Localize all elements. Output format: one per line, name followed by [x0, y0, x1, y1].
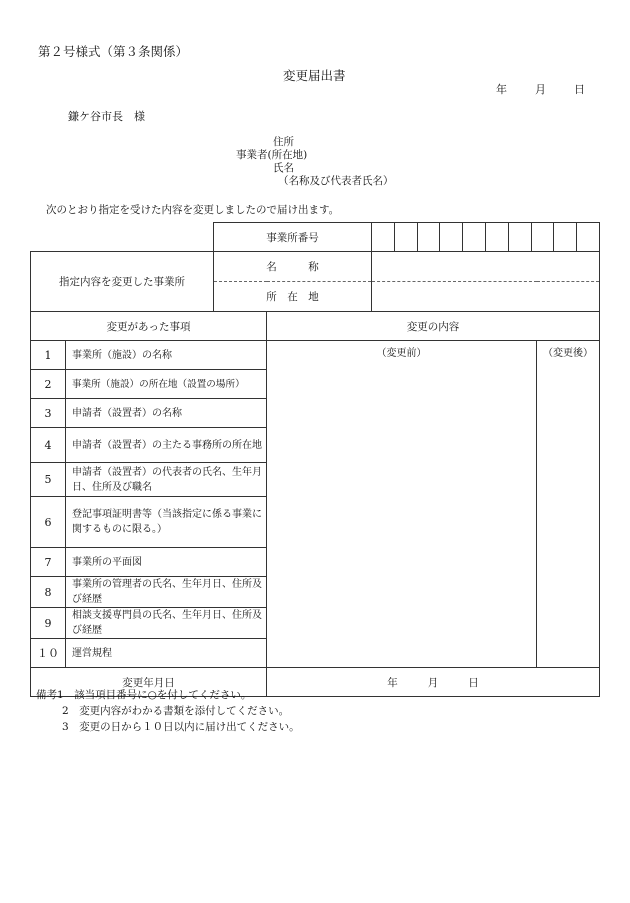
office-number-boxes[interactable] [372, 223, 600, 252]
applicant-location-label: (所在地) [267, 149, 308, 161]
change-contents-header: 変更の内容 [267, 312, 600, 341]
date-year-label: 年 [496, 83, 507, 96]
note-row [36, 719, 300, 735]
change-date-field[interactable] [267, 668, 600, 697]
item-label: 登記事項証明書等（当該指定に係る事業に関するものに限る。） [66, 497, 267, 548]
form-number: 第２号様式（第３条関係） [38, 44, 189, 59]
item-number[interactable]: 4 [31, 428, 66, 463]
note-text: 変更内容がわかる書類を添付してください。 [79, 705, 290, 717]
applicant-label: 事業者 [236, 149, 268, 161]
item-number[interactable]: 9 [31, 608, 66, 639]
item-label: 事業所の平面図 [66, 548, 267, 577]
office-location-label: 所 在 地 [214, 282, 372, 312]
item-label: 事業所（施設）の名称 [66, 341, 267, 370]
date-day-label: 日 [574, 83, 585, 96]
changed-office-label: 指定内容を変更した事業所 [31, 252, 214, 312]
applicant-block [236, 136, 394, 188]
document-title: 変更届出書 [283, 68, 346, 83]
item-label: 運営規程 [66, 639, 267, 668]
intro-text: 次のとおり指定を受けた内容を変更しましたので届け出ます。 [46, 204, 340, 216]
item-label: 申請者（設置者）の主たる事務所の所在地 [66, 428, 267, 463]
office-location-field[interactable] [372, 282, 600, 312]
date-month-label: 月 [535, 83, 546, 96]
item-label: 申請者（設置者）の名称 [66, 399, 267, 428]
item-number[interactable]: 8 [31, 577, 66, 608]
applicant-name-note: （名称及び代表者氏名） [278, 175, 394, 187]
item-label: 事業所（施設）の所在地（設置の場所） [66, 370, 267, 399]
note-text: 該当項目番号に○を付してください。 [74, 689, 252, 701]
item-number[interactable]: 6 [31, 497, 66, 548]
change-form-table [30, 222, 600, 697]
item-number[interactable]: 2 [31, 370, 66, 399]
change-date-day: 日 [468, 676, 479, 689]
change-date-year: 年 [387, 676, 398, 689]
applicant-row [236, 149, 394, 162]
note-number: 1 [57, 689, 64, 701]
note-row [36, 703, 300, 719]
change-date-label: 変更年月日 [31, 668, 267, 697]
item-label: 申請者（設置者）の代表者の氏名、生年月日、住所及び職名 [66, 463, 267, 497]
item-number[interactable]: 7 [31, 548, 66, 577]
item-number[interactable]: 3 [31, 399, 66, 428]
note-number: 3 [62, 721, 69, 733]
notes-block [36, 687, 300, 735]
changed-items-header: 変更があった事項 [31, 312, 267, 341]
addressee: 鎌ケ谷市長 様 [68, 110, 145, 123]
change-date-month: 月 [427, 676, 439, 689]
item-label: 相談支援専門員の氏名、生年月日、住所及び経歴 [66, 608, 267, 639]
before-change-label: （変更前） [376, 348, 427, 359]
office-name-field[interactable] [372, 252, 600, 282]
office-name-label: 名 称 [214, 252, 372, 282]
office-number-label: 事業所番号 [214, 223, 372, 252]
note-number: 2 [62, 705, 69, 717]
applicant-address-label: 住所 [273, 136, 294, 148]
notes-prefix: 備考 [36, 689, 57, 701]
after-change-label: （変更後） [543, 348, 593, 359]
note-row [36, 687, 300, 703]
submission-date [496, 81, 585, 97]
item-number[interactable]: １０ [31, 639, 66, 668]
item-label: 事業所の管理者の氏名、生年月日、住所及び経歴 [66, 577, 267, 608]
note-text: 変更の日から１０日以内に届け出てください。 [79, 721, 300, 733]
before-change-area[interactable] [267, 341, 537, 668]
after-change-area[interactable] [537, 341, 600, 668]
item-number[interactable]: 5 [31, 463, 66, 497]
item-number[interactable]: 1 [31, 341, 66, 370]
applicant-name-label: 氏名 [273, 162, 294, 174]
